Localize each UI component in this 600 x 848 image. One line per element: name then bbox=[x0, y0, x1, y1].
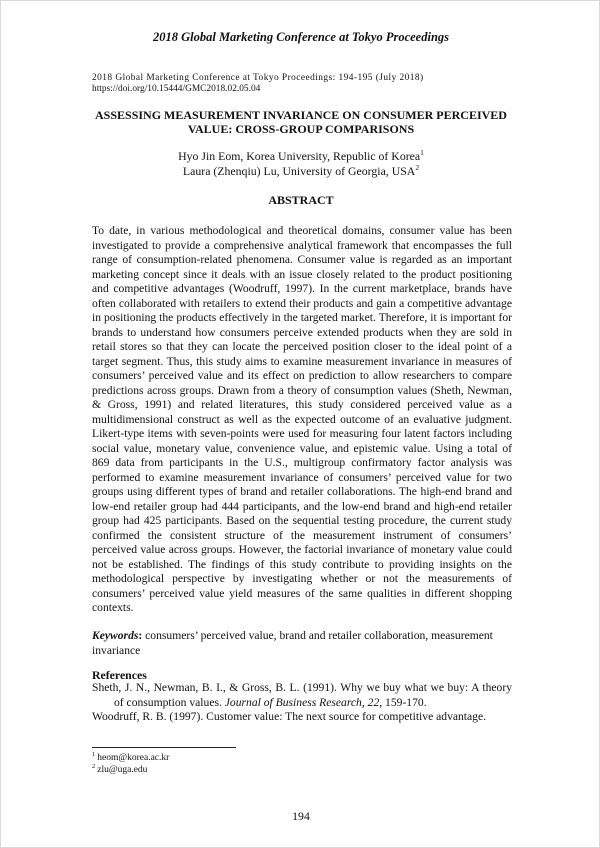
abstract-heading: ABSTRACT bbox=[268, 193, 334, 207]
footnotes bbox=[92, 753, 169, 776]
footnote bbox=[92, 753, 169, 765]
footnote-marker: 2 bbox=[415, 162, 420, 172]
references-heading: References bbox=[92, 668, 147, 682]
author-line bbox=[61, 149, 541, 164]
citation-line: 2018 Global Marketing Conference at Tokyo Proceedings: 194-195 (July 2018) bbox=[92, 73, 424, 83]
keywords-text: consumers’ perceived value, brand and retailer collaboration, measurement invariance bbox=[92, 629, 493, 657]
keywords bbox=[92, 629, 512, 658]
reference-item bbox=[92, 710, 512, 725]
footnote-email[interactable]: heom@korea.ac.kr bbox=[97, 753, 170, 763]
footnote bbox=[92, 762, 169, 777]
reference-text: Sheth, J. N., Newman, B. I., & Gross, B. L. (1991). Why we buy what we buy: A theory of consumption values. bbox=[92, 681, 512, 709]
reference-text: Woodruff, R. B. (1997). Customer value: The next source for competitive advantage. bbox=[92, 710, 487, 723]
footnote-marker: 2 bbox=[92, 762, 96, 770]
abstract-body: To date, in various methodological and theoretical domains, consumer value has been investigated to provide a comprehensive analytical framework that encompasses the full range of consumption-related phenomena. Consumer value is regarded as an important marketing concept since it deals with an issue closely related to the product positioning and competitive advantages (Woodruff, 1997). In the current marketplace, brands have often collaborated with retailers to extend their products and gain a competitive advantage in positioning the products effectively in the targeted market. Therefore, it is important for brands to understand how consumers perceive extended products when they are sold in retail stores so that they can locate the perceived position closer to the ideal point of a target segment. Thus, this study aims to examine measurement invariance in measures of consumers’ perceived value and its effect on prediction to allow researchers to compare predictions across groups. Drawn from a theory of consumption values (Sheth, Newman, & Gross, 1991) and related literatures, this study considered perceived value as a multidimensional construct as well as the expected outcome of an evaluative judgment. Likert-type items with seven-points were used for measuring four latent factors including social value, monetary value, convenience value, and epistemic value. Using a total of 869 data from participants in the U.S., multigroup confirmatory factor analysis was performed to examine measurement invariance of consumers’ perceived value for two groups using different types of brand and retailer collaborations. The high-end brand and low-end retailer group had 444 participants, and the low-end brand and high-end retailer group had 425 participants. Based on the sequential testing procedure, the current study confirmed the consistent structure of the measurement instrument of consumers’ perceived value across groups. However, the factorial invariance of monetary value could not be established. The findings of this study contribute to providing insights on the methodological perspective by investigating whether or not the measurements of consumers’ perceived value yield measures of the same qualities in different shopping contexts. bbox=[92, 224, 512, 614]
references-list bbox=[92, 681, 512, 725]
citation-block bbox=[92, 73, 512, 96]
reference-journal: Journal of Business Research, 22 bbox=[224, 695, 380, 709]
author-text: Hyo Jin Eom, Korea University, Republic of Korea bbox=[178, 149, 421, 163]
keywords-separator: : bbox=[138, 629, 146, 642]
doi-link[interactable]: https://doi.org/10.15444/GMC2018.02.05.04 bbox=[92, 84, 261, 95]
footnote-marker: 1 bbox=[420, 148, 424, 157]
author-text: Laura (Zhenqiu) Lu, University of Georgia, USA bbox=[182, 163, 416, 178]
footnote-email[interactable]: zlu@uga.edu bbox=[97, 764, 148, 775]
running-head: 2018 Global Marketing Conference at Tokyo Proceedings bbox=[152, 30, 450, 44]
keywords-label: Keywords bbox=[92, 629, 139, 642]
reference-text: , 159-170. bbox=[379, 695, 427, 709]
footnote-marker: 1 bbox=[92, 751, 96, 758]
paper-title bbox=[61, 108, 541, 136]
reference-item bbox=[92, 681, 512, 710]
title-line: ASSESSING MEASUREMENT INVARIANCE ON CONSUMER PERCEIVED bbox=[95, 108, 507, 122]
footnote-divider bbox=[92, 747, 236, 748]
author-line bbox=[61, 164, 541, 179]
title-line: VALUE: CROSS-GROUP COMPARISONS bbox=[187, 122, 415, 136]
author-list bbox=[61, 149, 541, 178]
page-number: 194 bbox=[292, 809, 310, 823]
